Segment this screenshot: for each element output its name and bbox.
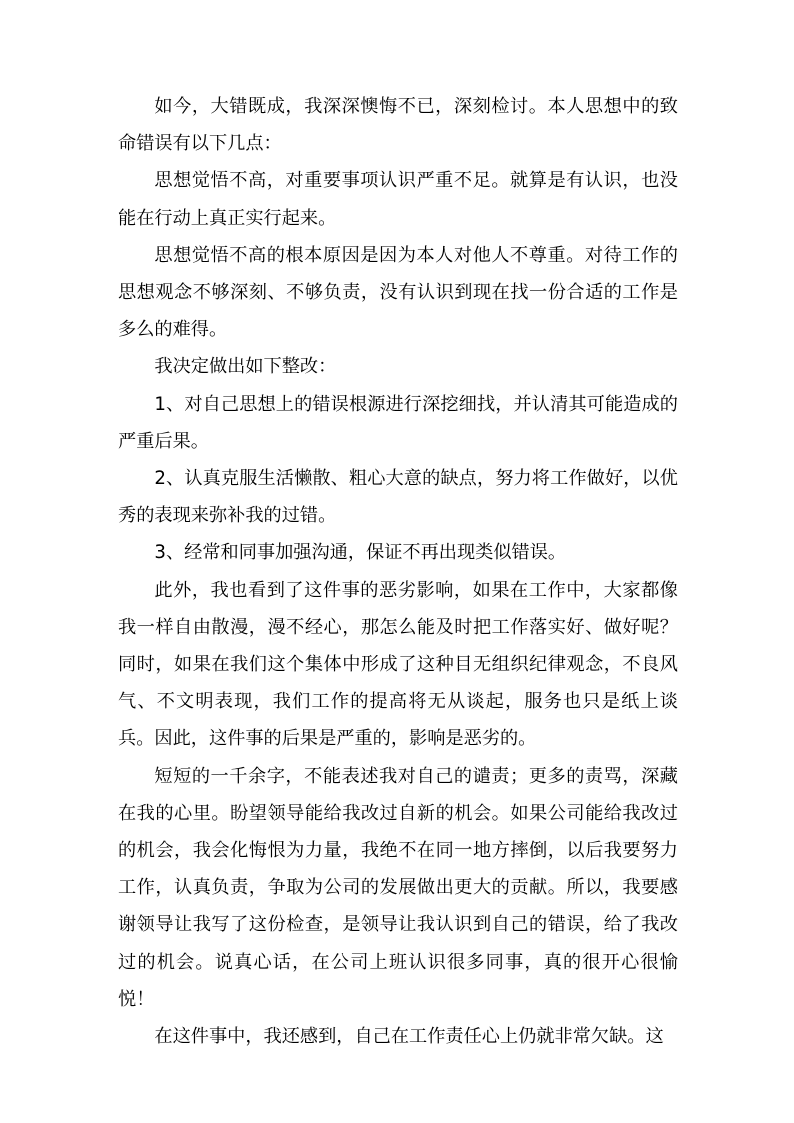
paragraph-intro: 如今，大错既成，我深深懊悔不已，深刻检讨。本人思想中的致命错误有以下几点： xyxy=(118,96,678,155)
document-body xyxy=(118,88,678,1055)
paragraph-impact: 此外，我也看到了这件事的恶劣影响，如果在工作中，大家都像我一样自由散漫，漫不经心，那怎么能及时把工作落实好、做好呢？同时，如果在我们这个集体中形成了这种目无组织纪律观念，不良风气、不文明表现，我们工作的提高将无从谈起，服务也只是纸上谈兵。因此，这件事的后果是严重的，影响是恶劣的。 xyxy=(118,579,678,750)
paragraph-rectification-3: 3、经常和同事加强沟通，保证不再出现类似错误。 xyxy=(154,542,567,564)
paragraph-root-cause: 思想觉悟不高的根本原因是因为本人对他人不尊重。对待工作的思想观念不够深刻、不够负责，没有认识到现在找一份合适的工作是多么的难得。 xyxy=(118,244,678,341)
paragraph-apology: 短短的一千余字，不能表述我对自己的谴责；更多的责骂，深藏在我的心里。盼望领导能给我改过自新的机会。如果公司能给我改过的机会，我会化悔恨为力量，我绝不在同一地方摔倒，以后我要努力工作，认真负责，争取为公司的发展做出更大的贡献。所以，我要感谢领导让我写了这份检查，是领导让我认识到自己的错误，给了我改过的机会。说真心话，在公司上班认识很多同事，真的很开心很愉悦！ xyxy=(118,765,678,1010)
paragraph-responsibility: 在这件事中，我还感到，自己在工作责任心上仍就非常欠缺。这 xyxy=(154,1026,664,1048)
paragraph-rectification-intro: 我决定做出如下整改： xyxy=(154,356,337,378)
paragraph-awareness: 思想觉悟不高，对重要事项认识严重不足。就算是有认识，也没能在行动上真正实行起来。 xyxy=(118,170,678,229)
paragraph-rectification-1: 1、对自己思想上的错误根源进行深挖细找，并认清其可能造成的严重后果。 xyxy=(118,393,678,452)
paragraph-rectification-2: 2、认真克服生活懒散、粗心大意的缺点，努力将工作做好，以优秀的表现来弥补我的过错。 xyxy=(118,468,678,527)
